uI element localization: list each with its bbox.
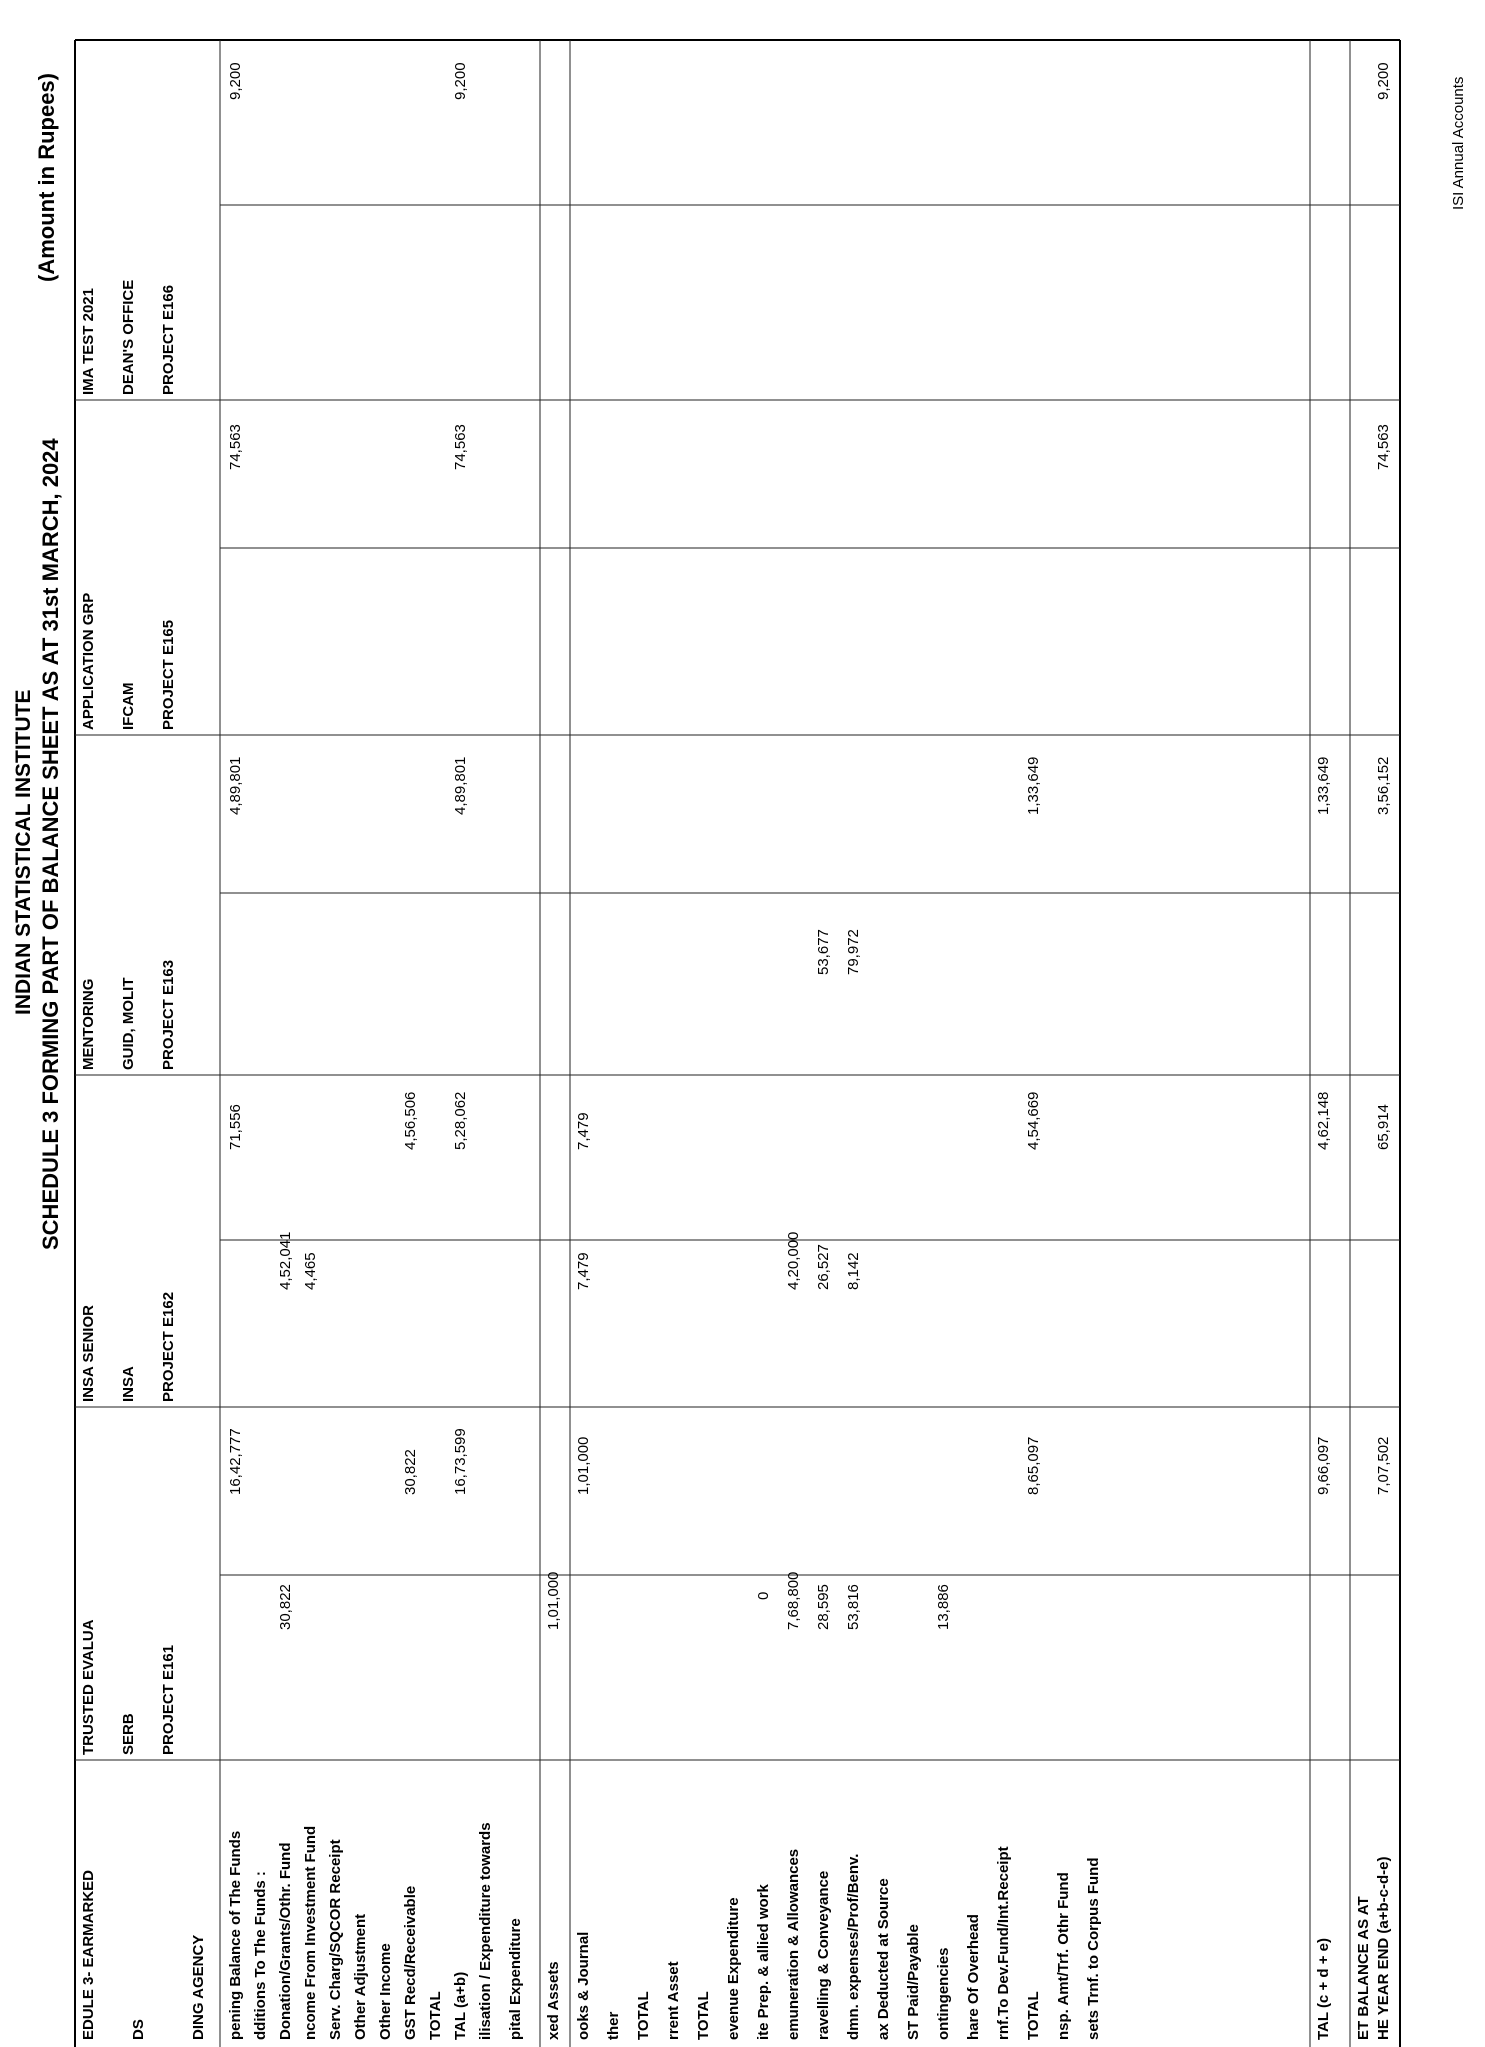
e161-year-end: 7,07,502 [1375, 1436, 1392, 1495]
project-e161-name: TRUSTED EVALUA [80, 1619, 97, 1755]
e166-opening-total: 9,200 [227, 62, 244, 100]
e165-total-ab: 74,563 [452, 424, 469, 470]
e165-opening-total: 74,563 [227, 424, 244, 470]
e166-total-ab: 9,200 [452, 62, 469, 100]
row-remuneration: emuneration & Allowances [785, 1848, 802, 2040]
row-serv-charg: Serv. Charg/SQCOR Receipt [327, 1839, 344, 2040]
row-total1: TOTAL [427, 1991, 444, 2040]
row-additions: dditions To The Funds : [252, 1871, 269, 2040]
funds-label: DS [130, 2019, 147, 2040]
row-utilisation: ilisation / Expenditure towards [477, 1822, 494, 2040]
e166-year-end: 9,200 [1375, 62, 1392, 100]
e161-remuneration: 7,68,800 [785, 1571, 802, 1630]
e161-opening-total: 16,42,777 [227, 1428, 244, 1495]
e162-books: 7,479 [575, 1252, 592, 1290]
row-total3: TOTAL [695, 1991, 712, 2040]
amount-note: (Amount in Rupees) [34, 73, 59, 282]
row-fixed-assets: xed Assets [545, 1961, 562, 2040]
e163-opening-total: 4,89,801 [227, 756, 244, 815]
project-e165-code: PROJECT E165 [160, 619, 177, 730]
e161-fixed-assets: 1,01,000 [545, 1571, 562, 1630]
row-assets-trnf: sets Trnf. to Corpus Fund [1085, 1857, 1102, 2040]
row-contingencies: ontingencies [935, 1947, 952, 2040]
row-total2: TOTAL [635, 1991, 652, 2040]
project-e166-code: PROJECT E166 [160, 284, 177, 395]
schedule-label: EDULE 3- EARMARKED [80, 1869, 97, 2040]
e162-opening-total: 71,556 [227, 1104, 244, 1150]
e161-contingencies: 13,886 [935, 1584, 952, 1630]
project-e161-agency: SERB [120, 1713, 137, 1755]
e162-donation: 4,52,041 [277, 1231, 294, 1290]
row-books: ooks & Journal [575, 1931, 592, 2040]
e162-books-total: 7,479 [575, 1112, 592, 1150]
project-e165-agency: IFCAM [120, 682, 137, 730]
row-overhead: hare Of Overhead [965, 1914, 982, 2040]
schedule-title: SCHEDULE 3 FORMING PART OF BALANCE SHEET AS AT 31st MARCH, 2024 [38, 438, 63, 1250]
e162-remuneration: 4,20,000 [785, 1231, 802, 1290]
row-admn: dmn. expenses/Prof/Benv. [845, 1853, 862, 2040]
row-trf-dev: rnf.To Dev.Fund/Int.Receipt [995, 1846, 1012, 2040]
row-tax: ax Deducted at Source [875, 1878, 892, 2040]
e161-total-cde: 9,66,097 [1315, 1436, 1332, 1495]
project-e163-code: PROJECT E163 [160, 959, 177, 1070]
row-site-prep: ite Prep. & allied work [755, 1884, 772, 2040]
e163-travelling: 53,677 [815, 929, 832, 975]
row-gst-paid: ST Paid/Payable [905, 1924, 922, 2040]
footer-text: ISI Annual Accounts [1450, 76, 1467, 210]
institute-title: INDIAN STATISTICAL INSTITUTE [12, 689, 35, 1015]
e162-travelling: 26,527 [815, 1244, 832, 1290]
project-e166-agency: DEAN'S OFFICE [120, 279, 137, 395]
row-year-end: HE YEAR END (a+b-c-d-e) [1375, 1856, 1392, 2040]
e162-gst-total: 4,56,506 [402, 1091, 419, 1150]
project-e166-name: IMA TEST 2021 [80, 288, 97, 395]
row-other-adjustment: Other Adjustment [352, 1913, 369, 2040]
row-net-balance: ET BALANCE AS AT [1355, 1896, 1372, 2040]
e162-total4: 4,54,669 [1025, 1091, 1042, 1150]
e162-income-investment: 4,465 [302, 1252, 319, 1290]
project-e162-name: INSA SENIOR [80, 1305, 97, 1402]
e163-total-cde: 1,33,649 [1315, 756, 1332, 815]
e161-donation: 30,822 [277, 1584, 294, 1630]
row-total4: TOTAL [1025, 1991, 1042, 2040]
e163-admn: 79,972 [845, 929, 862, 975]
project-e162-code: PROJECT E162 [160, 1291, 177, 1402]
row-capital-exp: pital Expenditure [507, 1918, 524, 2040]
row-travelling: ravelling & Conveyance [815, 1870, 832, 2040]
row-other: ther [605, 2011, 622, 2040]
row-current-asset: rrent Asset [665, 1961, 682, 2040]
e161-total-ab: 16,73,599 [452, 1428, 469, 1495]
row-income-investment: ncome From Investment Fund [302, 1825, 319, 2040]
e161-site-prep: 0 [755, 1591, 772, 1600]
project-e162-agency: INSA [120, 1366, 137, 1402]
e161-admn: 53,816 [845, 1584, 862, 1630]
e161-travelling: 28,595 [815, 1584, 832, 1630]
e165-year-end: 74,563 [1375, 424, 1392, 470]
e161-gst-total: 30,822 [402, 1449, 419, 1495]
row-revenue-exp: evenue Expenditure [725, 1897, 742, 2040]
project-e165-name: APPLICATION GRP [80, 592, 97, 730]
e161-total4: 8,65,097 [1025, 1436, 1042, 1495]
e162-admn: 8,142 [845, 1252, 862, 1290]
e163-total-ab: 4,89,801 [452, 756, 469, 815]
row-gst-recd: GST Recd/Receivable [402, 1885, 419, 2040]
e161-books-total: 1,01,000 [575, 1436, 592, 1495]
e163-total4: 1,33,649 [1025, 756, 1042, 815]
e162-total-cde: 4,62,148 [1315, 1091, 1332, 1150]
row-total-ab: TAL (a+b) [452, 1971, 469, 2040]
project-e163-name: MENTORING [80, 978, 97, 1070]
e162-total-ab: 5,28,062 [452, 1091, 469, 1150]
e163-year-end: 3,56,152 [1375, 756, 1392, 815]
row-donation: Donation/Grants/Othr. Fund [277, 1842, 294, 2040]
e162-year-end: 65,914 [1375, 1104, 1392, 1150]
row-opening-balance: pening Balance of The Funds [227, 1830, 244, 2040]
funding-agency-label: DING AGENCY [190, 1934, 207, 2040]
project-e163-agency: GUID, MOLIT [120, 977, 137, 1070]
project-e161-code: PROJECT E161 [160, 1644, 177, 1755]
row-total-cde: TAL (c + d + e) [1315, 1938, 1332, 2040]
row-tnsp: nsp. Amt/Trf. Othr Fund [1055, 1872, 1072, 2040]
row-other-income: Other Income [377, 1943, 394, 2040]
